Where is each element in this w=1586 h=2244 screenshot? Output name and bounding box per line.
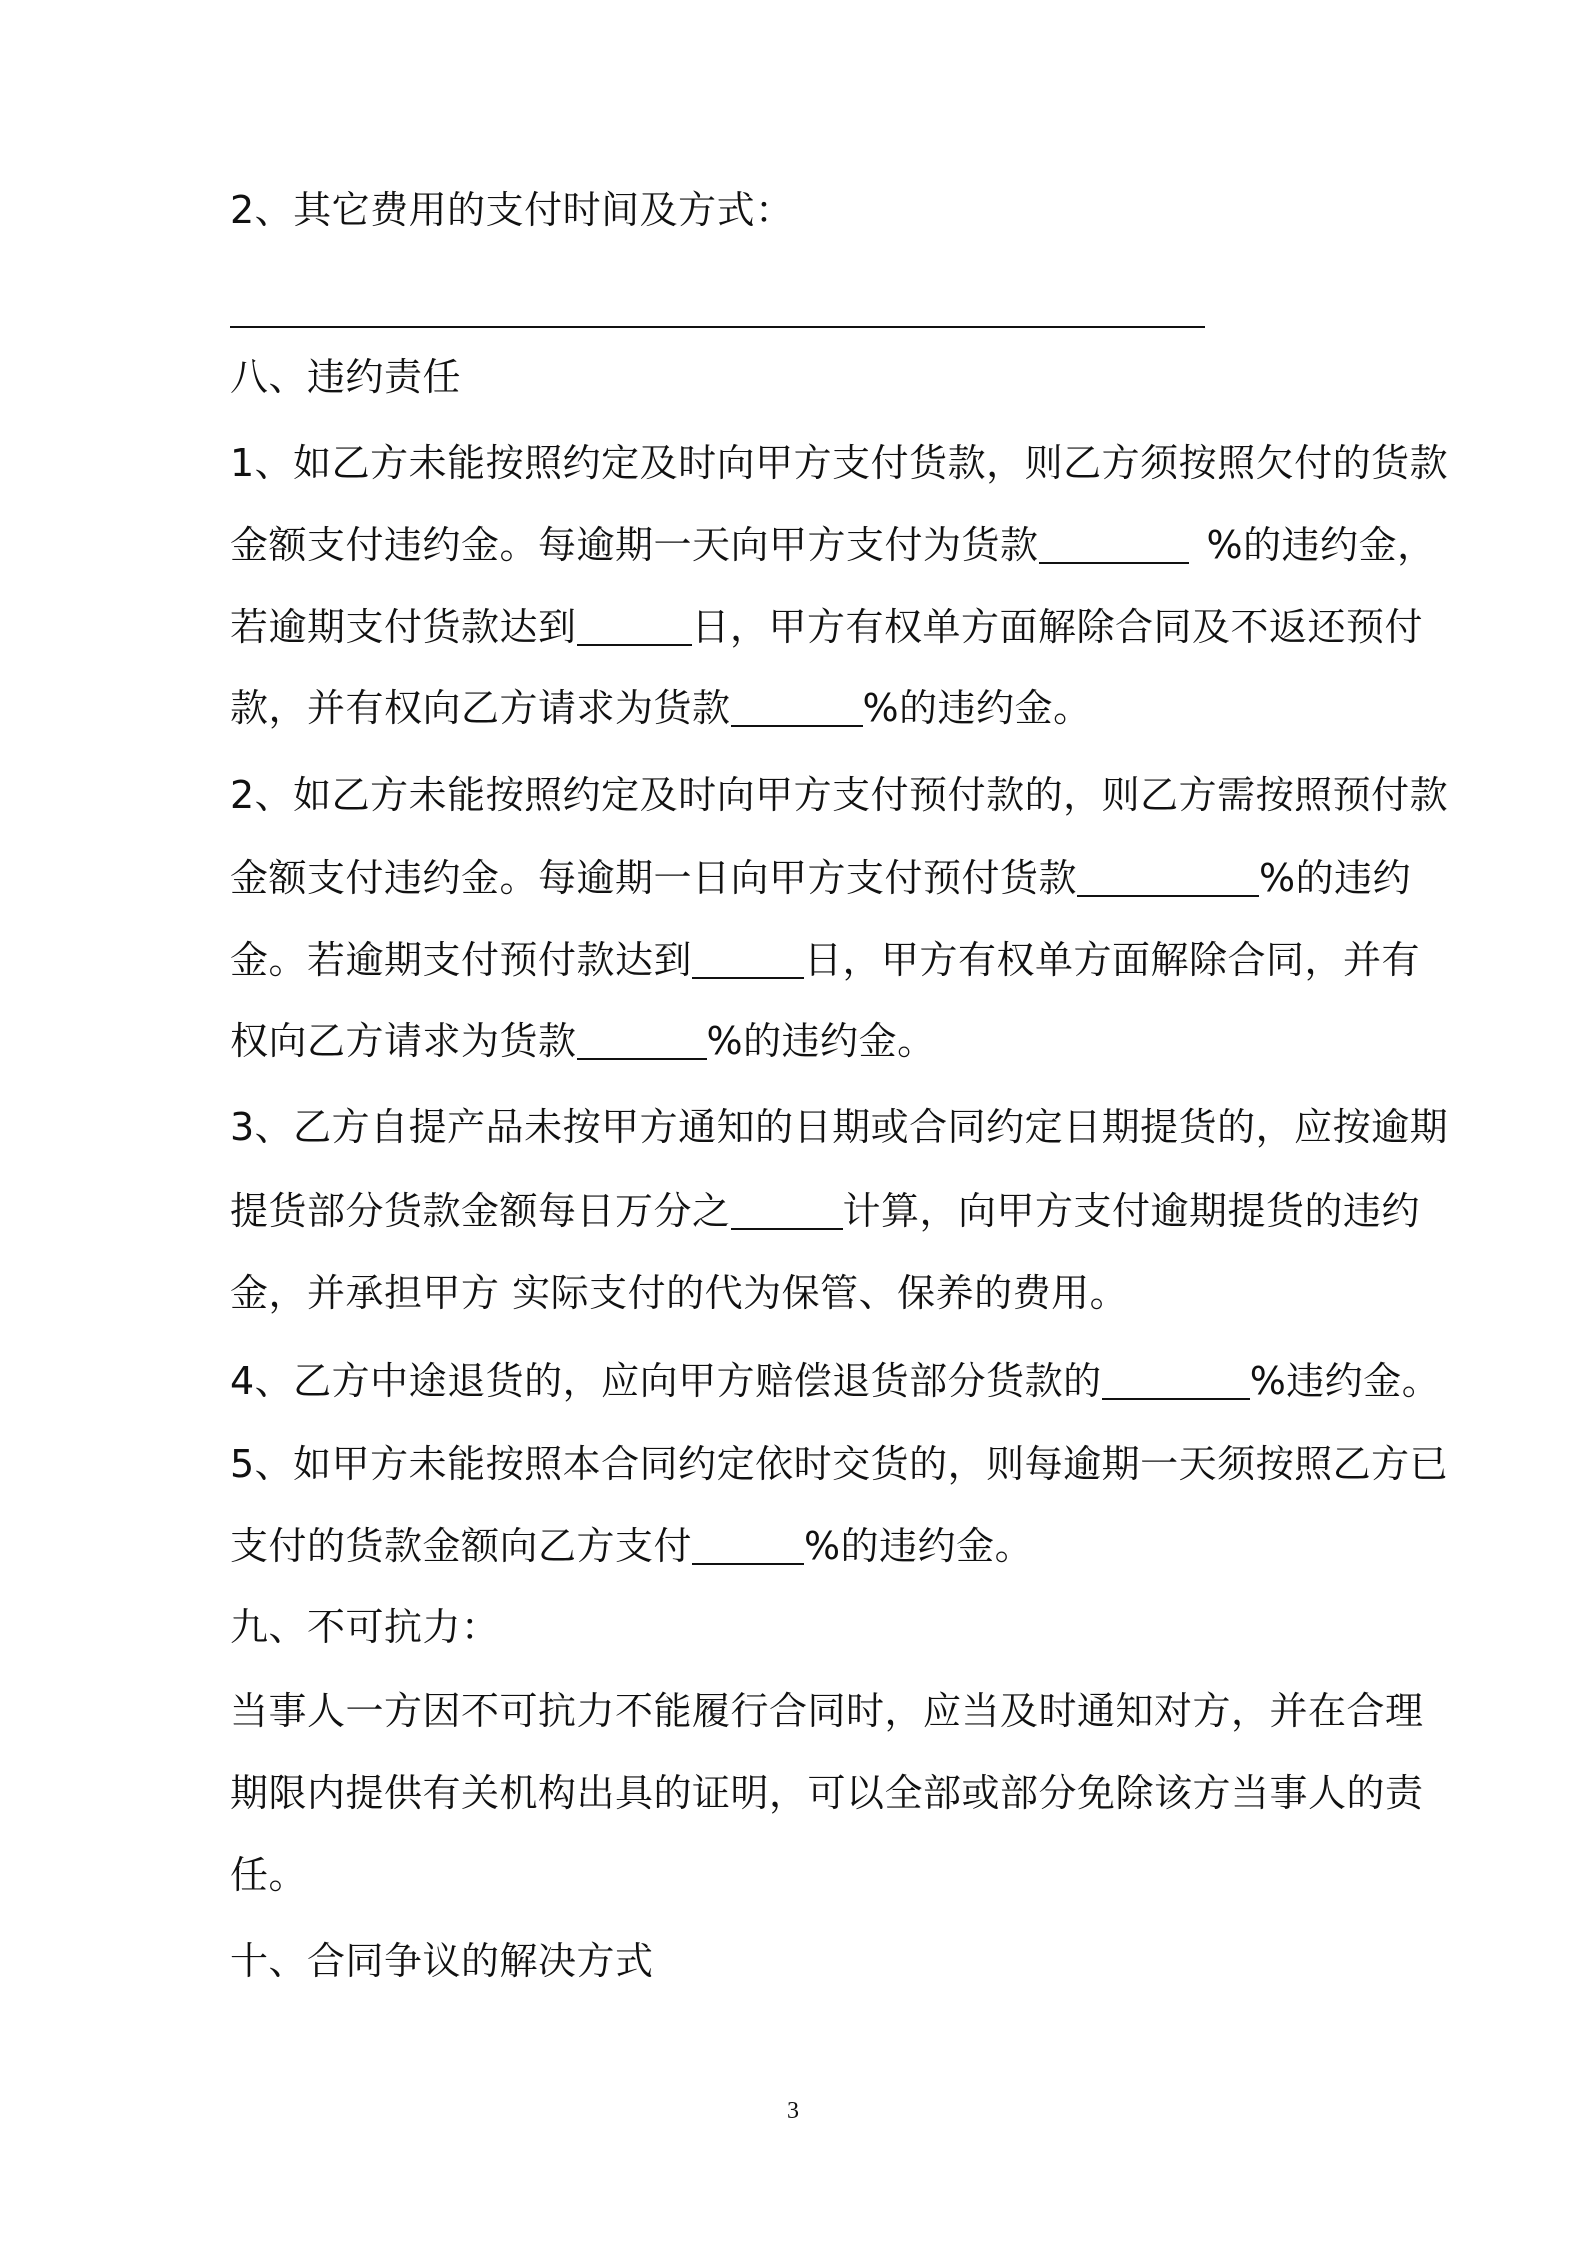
- blank-line-payment-method: [230, 326, 1205, 328]
- section-heading-dispute-resolution: 十、合同争议的解决方式: [230, 1939, 654, 1983]
- blank-daily-penalty-rate: [1039, 524, 1189, 564]
- breach-item-3-line-2: 提货部分货款金额每日万分之 计算，向甲方支付逾期提货的违约: [230, 1189, 1421, 1233]
- breach-item-5-line-1: 5、如甲方未能按照本合同约定依时交货的，则每逾期一天须按照乙方已: [230, 1442, 1449, 1486]
- blank-prepayment-overdue-days: [692, 939, 804, 979]
- blank-prepayment-penalty-rate: [577, 1020, 707, 1060]
- breach-item-1-line-1: 1、如乙方未能按照约定及时向甲方支付货款，则乙方须按照欠付的货款: [230, 441, 1449, 485]
- breach-item-4-line-1: 4、乙方中途退货的，应向甲方赔偿退货部分货款的 %违约金。: [230, 1359, 1441, 1403]
- breach-item-5-line-2: 支付的货款金额向乙方支付 %的违约金。: [230, 1524, 1034, 1568]
- blank-overdue-days: [577, 606, 692, 646]
- force-majeure-line-3: 任。: [230, 1853, 308, 1897]
- blank-prepayment-daily-rate: [1077, 857, 1259, 897]
- section-heading-breach: 八、违约责任: [230, 355, 462, 399]
- blank-pickup-rate: [731, 1190, 843, 1230]
- breach-item-3-line-3: 金，并承担甲方 实际支付的代为保管、保养的费用。: [230, 1271, 1129, 1315]
- blank-penalty-rate: [731, 687, 863, 727]
- breach-item-2-line-3: 金。若逾期支付预付款达到 日，甲方有权单方面解除合同，并有: [230, 938, 1421, 982]
- breach-item-1-line-2: 金额支付违约金。每逾期一天向甲方支付为货款 %的违约金，: [230, 523, 1436, 567]
- blank-return-penalty-rate: [1102, 1360, 1250, 1400]
- page-number: 3: [787, 2098, 799, 2124]
- force-majeure-line-1: 当事人一方因不可抗力不能履行合同时，应当及时通知对方，并在合理: [230, 1689, 1424, 1733]
- breach-item-1-line-3: 若逾期支付货款达到 日，甲方有权单方面解除合同及不返还预付: [230, 605, 1424, 649]
- breach-item-2-line-4: 权向乙方请求为货款 %的违约金。: [230, 1019, 936, 1063]
- breach-item-3-line-1: 3、乙方自提产品未按甲方通知的日期或合同约定日期提货的，应按逾期: [230, 1105, 1449, 1149]
- breach-item-1-line-4: 款，并有权向乙方请求为货款 %的违约金。: [230, 686, 1092, 730]
- blank-delivery-penalty-rate: [692, 1525, 804, 1565]
- breach-item-2-line-2: 金额支付违约金。每逾期一日向甲方支付预付货款 %的违约: [230, 856, 1412, 900]
- breach-item-2-line-1: 2、如乙方未能按照约定及时向甲方支付预付款的，则乙方需按照预付款: [230, 773, 1449, 817]
- section-heading-force-majeure: 九、不可抗力：: [230, 1605, 500, 1649]
- payment-method-item: 2、其它费用的支付时间及方式：: [230, 188, 794, 232]
- force-majeure-line-2: 期限内提供有关机构出具的证明，可以全部或部分免除该方当事人的责: [230, 1771, 1424, 1815]
